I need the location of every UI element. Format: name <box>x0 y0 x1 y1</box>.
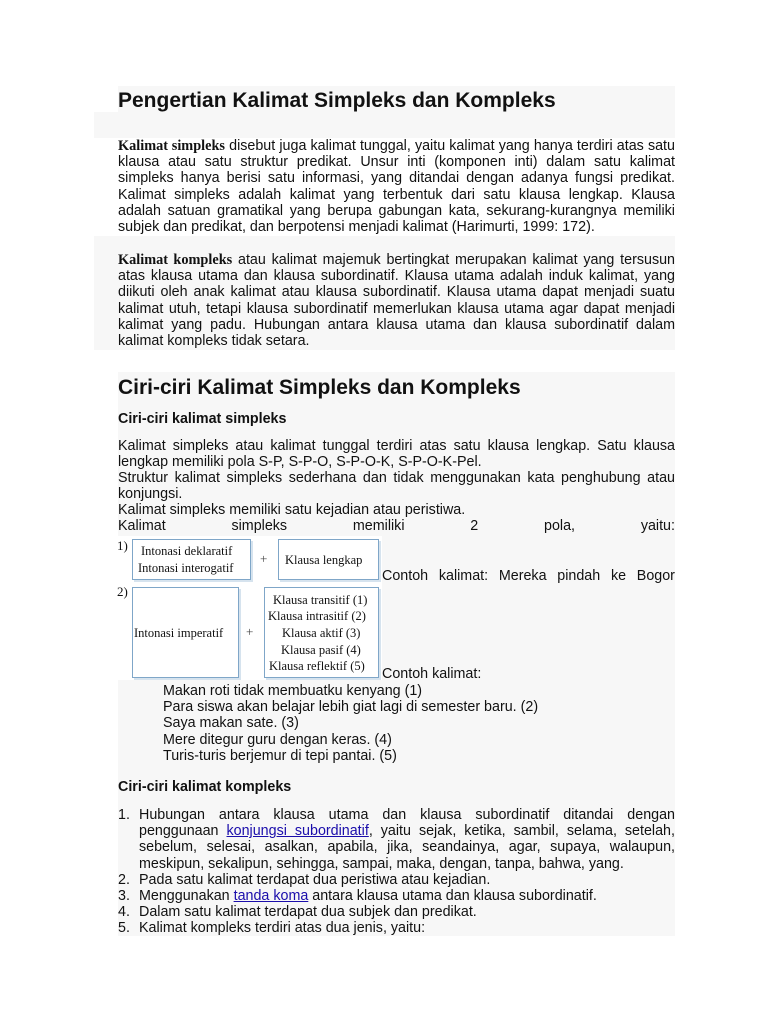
link-konjungsi-subordinatif[interactable]: konjungsi subordinatif <box>226 823 369 840</box>
example-sentence: Para siswa akan belajar lebih giat lagi di semester baru. (2) <box>163 699 539 716</box>
paragraph-simpleks-struktur: Struktur kalimat simpleks sederhana dan tidak menggunakan kata penghubung atau konjungsi. <box>118 470 675 503</box>
plus-sign: + <box>260 551 268 566</box>
contoh-word: Mereka <box>498 568 547 584</box>
list-text: Menggunakan <box>139 888 234 905</box>
example-list <box>163 683 538 764</box>
klausa-label: Klausa lengkap <box>285 553 363 567</box>
kompleks-characteristics-list <box>118 807 675 937</box>
list-item <box>118 904 675 920</box>
klausa-types-box <box>264 587 379 678</box>
list-number: 2. <box>118 871 130 888</box>
page-title: Pengertian Kalimat Simpleks dan Kompleks <box>118 89 556 112</box>
list-number: 4. <box>118 904 130 921</box>
section-title: Ciri-ciri Kalimat Simpleks dan Kompleks <box>118 376 521 399</box>
list-item <box>118 888 675 904</box>
term-kalimat-simpleks: Kalimat simpleks <box>118 138 225 154</box>
intonasi-imperatif-box <box>132 587 239 678</box>
contoh-word: Contoh <box>382 568 429 584</box>
list-number: 3. <box>118 888 130 905</box>
subheading-kompleks: Ciri-ciri kalimat kompleks <box>118 779 292 795</box>
klausa-type: Klausa intrasitif (2) <box>268 609 366 623</box>
contoh-kalimat-1 <box>382 568 675 584</box>
example-sentence: Saya makan sate. (3) <box>163 715 299 732</box>
paragraph-simpleks-definition <box>118 138 675 235</box>
klausa-type: Klausa reflektif (5) <box>269 659 365 673</box>
list-number: 1. <box>118 807 130 823</box>
intonasi-label: Intonasi deklaratif <box>141 544 233 558</box>
contoh-word: kalimat: <box>438 568 489 584</box>
paragraph-simpleks-kejadian: Kalimat simpleks memiliki satu kejadian atau peristiwa. <box>118 502 466 518</box>
list-item <box>118 920 675 936</box>
diagram-pola-2 <box>116 584 382 680</box>
contoh-word: Bogor <box>636 568 675 584</box>
section1-background-body <box>94 112 675 138</box>
pola-word: Kalimat <box>118 518 166 534</box>
intonasi-imperatif-label: Intonasi imperatif <box>134 626 224 640</box>
diagram-pola-1 <box>116 536 382 586</box>
pola-line <box>118 518 675 534</box>
definition-text: disebut juga kalimat tunggal, yaitu kalimat yang hanya terdiri atas satu klausa atau satu struktur predikat. Unsur inti (komponen inti) dalam satu kalimat simpleks hanya berisi satu informasi, yang ditandai dengan adanya fungsi predikat. Kalimat simpleks adalah kalimat yang terbentuk dari satu klausa lengkap. Klausa adalah satuan gramatikal yang berupa gabungan kata, sekurang-kurangnya memiliki subjek dan predikat, dan berpotensi menjadi kalimat (Harimurti, 1999: 172). <box>118 138 675 236</box>
paragraph-simpleks-pola: Kalimat simpleks atau kalimat tunggal terdiri atas satu klausa lengkap. Satu klausa lengkap memiliki pola S-P, S-P-O, S-P-O-K, S-P-O-K-Pel. <box>118 438 675 471</box>
pola-word: memiliki <box>352 518 405 534</box>
list-item <box>118 872 675 888</box>
link-tanda-koma[interactable]: tanda koma <box>233 888 309 905</box>
list-text: Kalimat kompleks terdiri atas dua jenis, yaitu: <box>139 920 426 937</box>
list-item <box>118 807 675 872</box>
klausa-type: Klausa pasif (4) <box>281 643 361 657</box>
list-text: , yaitu sejak, ketika, sambil, selama, setelah, sebelum, selesai, asalkan, apabila, jika, seandainya, agar, supaya, walaupun, meskipun, sekalipun, sehingga, sampai, maka, dengan, tanpa, bahwa, yang. <box>139 823 675 872</box>
example-sentence: Turis-turis berjemur di tepi pantai. (5) <box>163 747 397 764</box>
example-sentence: Mere ditegur guru dengan keras. (4) <box>163 731 392 748</box>
klausa-type: Klausa transitif (1) <box>273 593 368 607</box>
pola-word: simpleks <box>231 518 288 534</box>
diagram-number: 2) <box>117 584 128 599</box>
pola-word: 2 <box>470 518 479 534</box>
pola-word: yaitu: <box>640 518 675 534</box>
intonasi-box <box>132 539 251 580</box>
contoh-word: pindah <box>557 568 601 584</box>
list-text: Dalam satu kalimat terdapat dua subjek dan predikat. <box>139 904 477 921</box>
plus-sign: + <box>246 624 254 639</box>
contoh-word: ke <box>610 568 627 584</box>
diagram-number: 1) <box>117 538 128 553</box>
list-text: antara klausa utama dan klausa subordinatif. <box>308 888 597 905</box>
term-kalimat-kompleks: Kalimat kompleks <box>118 252 233 268</box>
list-number: 5. <box>118 920 130 937</box>
klausa-box <box>278 539 379 580</box>
paragraph-kompleks-definition <box>118 252 675 349</box>
contoh-kalimat-2: Contoh kalimat: <box>382 666 482 682</box>
definition-text: atau kalimat majemuk bertingkat merupakan kalimat yang tersusun atas klausa utama dan klausa subordinatif. Klausa utama adalah induk kalimat, yang diikuti oleh anak kalimat atau klausa subordinatif. Klausa utama dapat menjadi suatu kalimat utuh, tetapi klausa subordinatif memerlukan klausa utama agar dapat menjadi kalimat yang padu. Hubungan antara klausa utama dan klausa subordinatif dalam kalimat kompleks tidak setara. <box>118 252 675 350</box>
intonasi-label: Intonasi interogatif <box>138 561 234 575</box>
pola-word: pola, <box>544 518 576 534</box>
contoh-text <box>382 568 675 584</box>
subheading-simpleks: Ciri-ciri kalimat simpleks <box>118 411 287 427</box>
example-sentence: Makan roti tidak membuatku kenyang (1) <box>163 683 423 699</box>
list-text: Pada satu kalimat terdapat dua peristiwa atau kejadian. <box>139 871 491 888</box>
list-text: Hubungan antara klausa utama dan klausa subordinatif ditandai dengan penggunaan <box>139 807 675 840</box>
klausa-type: Klausa aktif (3) <box>282 626 361 640</box>
